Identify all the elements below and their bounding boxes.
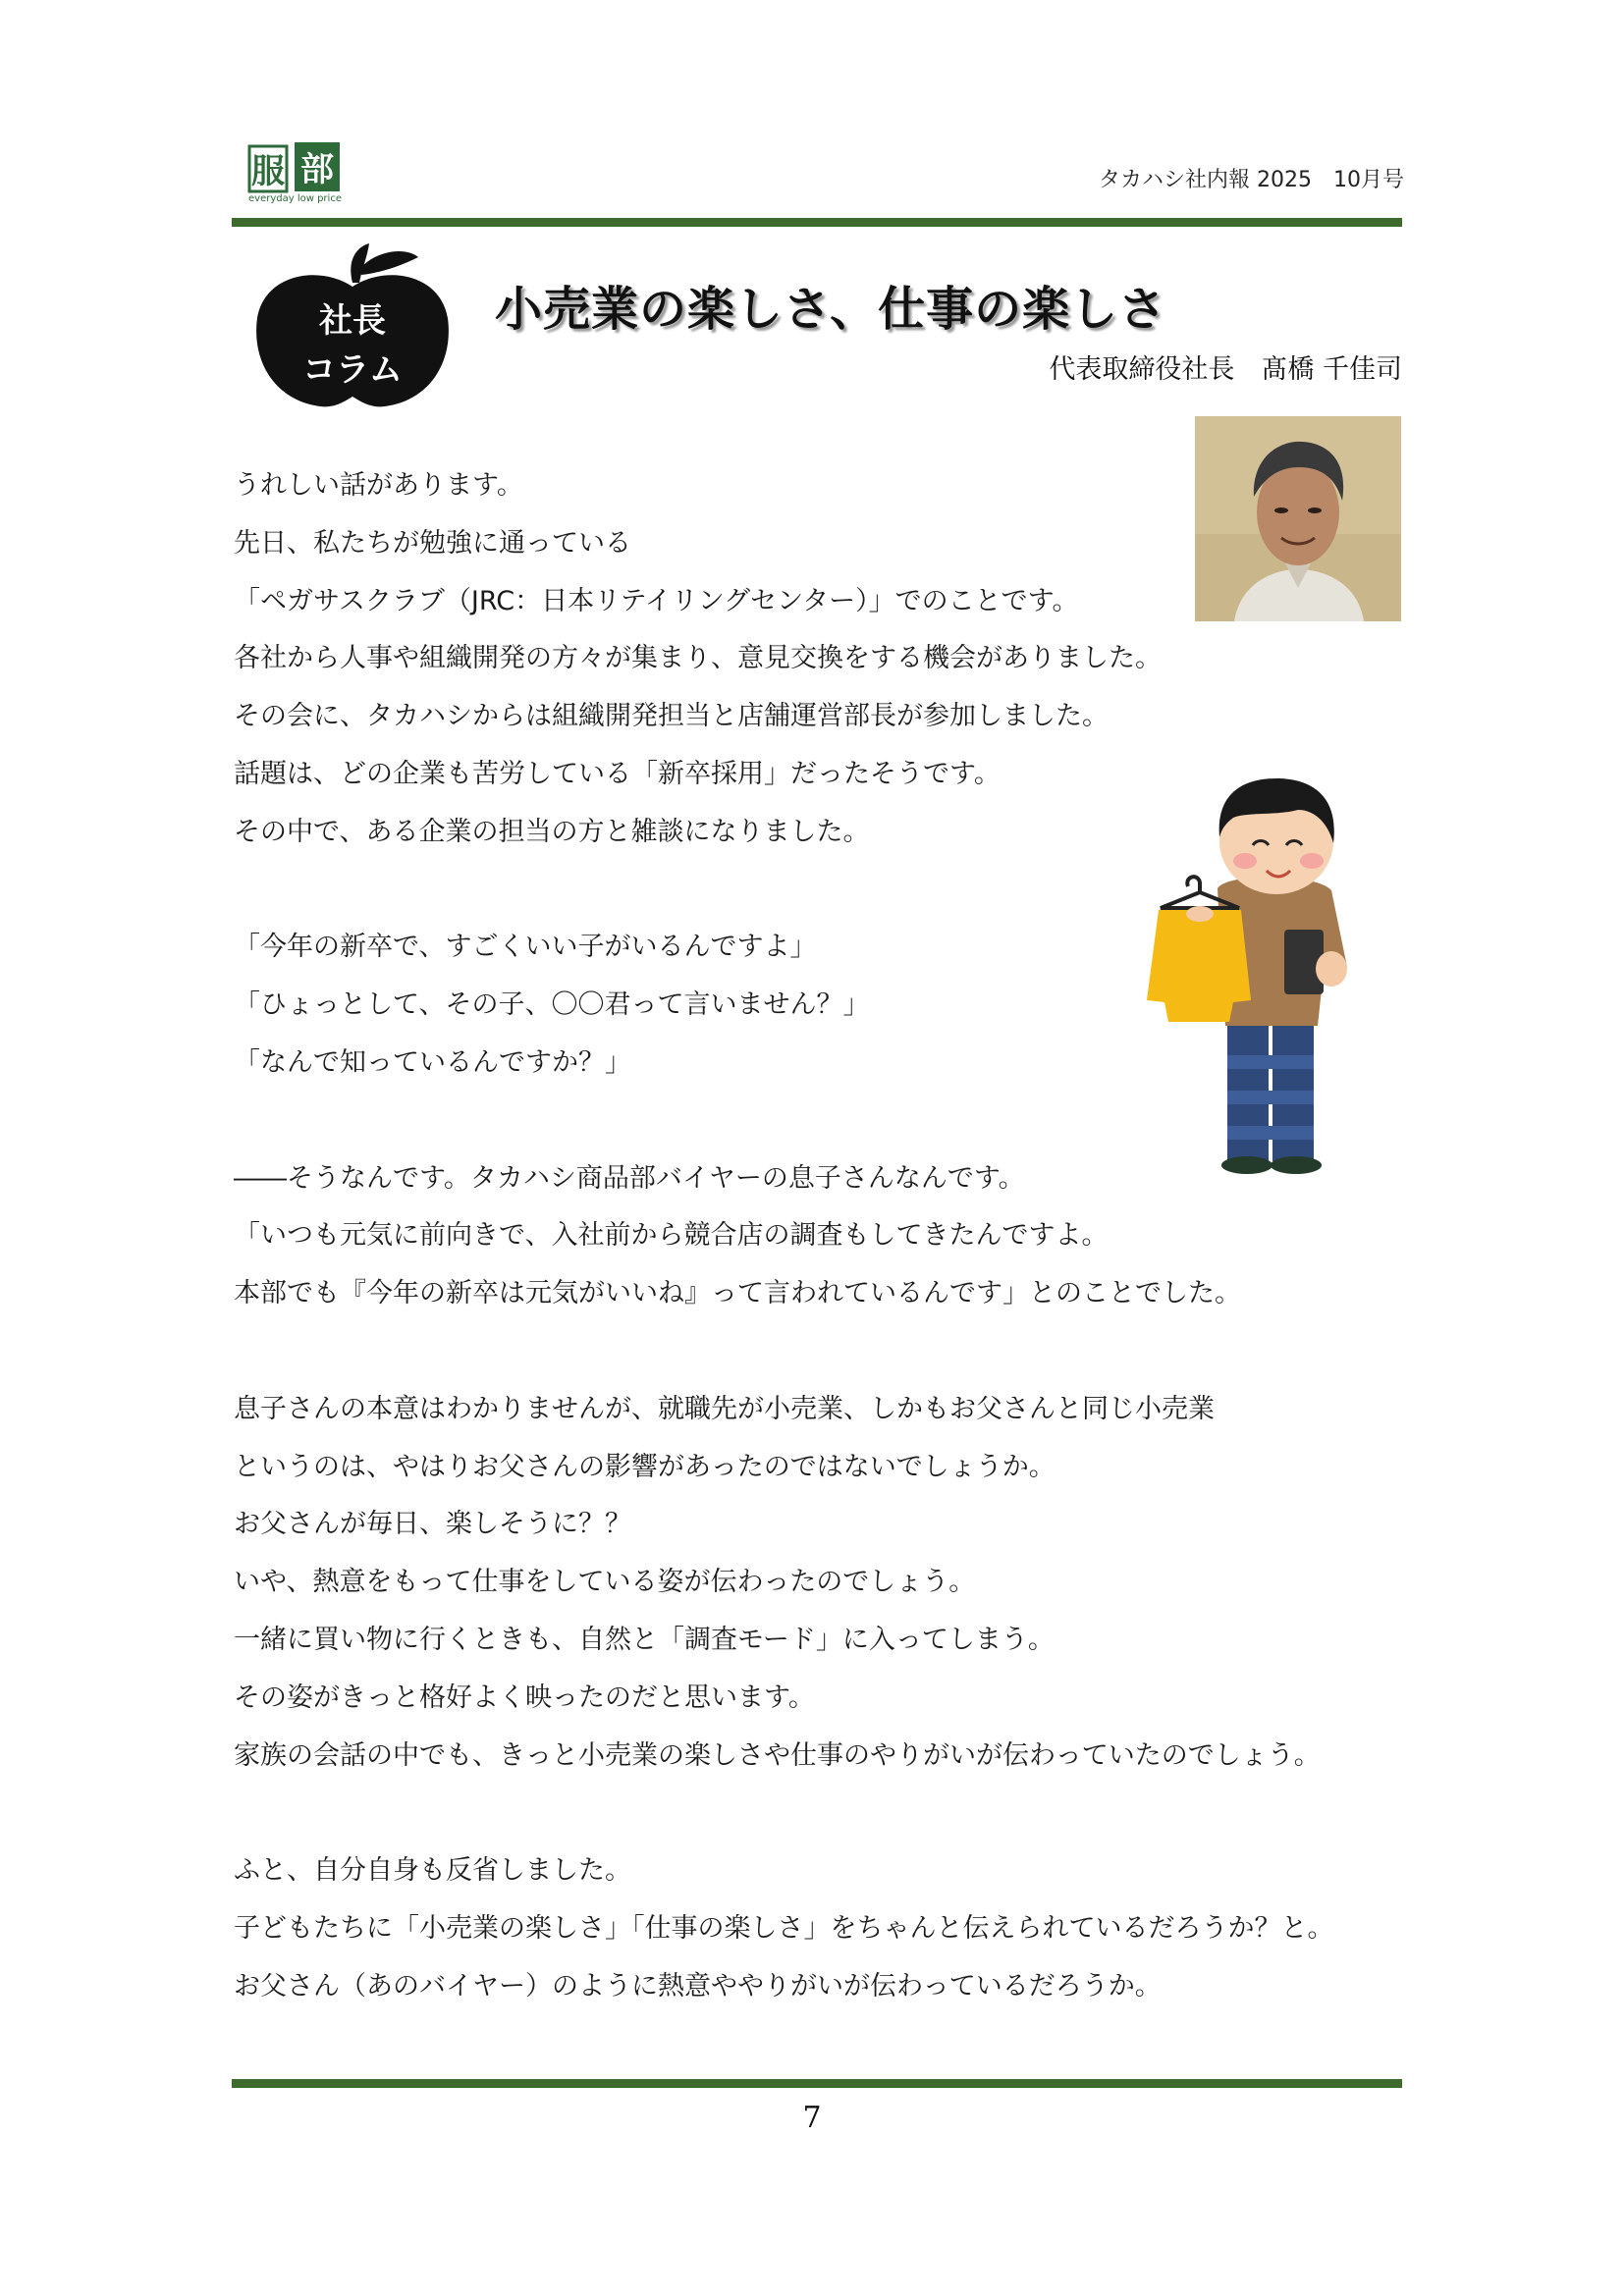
body-paragraph: お父さんが毎日、楽しそうに？？ <box>234 1509 631 1540</box>
blank-line <box>234 1785 1412 1842</box>
body-paragraph: 「ひょっとして、その子、〇〇君って言いません？」 <box>234 989 870 1021</box>
body-paragraph: いや、熱意をもって仕事をしている姿が伝わったのでしょう。 <box>234 1567 976 1598</box>
logo-subtitle: everyday low price <box>248 193 342 204</box>
body-paragraph: 本部でも『今年の新卒は元気がいいね』って言われているんです」とのことでした。 <box>234 1278 1241 1309</box>
body-paragraph: その中で、ある企業の担当の方と雑談になりました。 <box>234 816 870 847</box>
badge-line-1: 社長 <box>319 301 386 341</box>
body-paragraph: ――そうなんです。タカハシ商品部バイヤーの息子さんなんです。 <box>234 1162 1025 1194</box>
body-paragraph: というのは、やはりお父さんの影響があったのではないでしょうか。 <box>234 1451 1056 1482</box>
body-paragraph: 子どもたちに「小売業の楽しさ」「仕事の楽しさ」をちゃんと伝えられているだろうか？と。 <box>234 1912 1334 1944</box>
article-body <box>234 457 1412 2016</box>
body-paragraph: ふと、自分自身も反省しました。 <box>234 1855 631 1887</box>
body-paragraph: 「今年の新卒で、すごくいい子がいるんですよ」 <box>234 932 817 963</box>
newsletter-issue: タカハシ社内報 2025 10月号 <box>1099 168 1404 192</box>
blank-line <box>234 1323 1412 1381</box>
body-paragraph: 「ペガサスクラブ（JRC：日本リテイリングセンター）」でのことです。 <box>234 585 1079 616</box>
body-paragraph: 一緒に買い物に行くときも、自然と「調査モード」に入ってしまう。 <box>234 1624 1055 1655</box>
body-paragraph: 「いつも元気に前向きで、入社前から競合店の調査もしてきたんですよ。 <box>234 1220 1109 1252</box>
body-paragraph: その会に、タカハシからは組織開発担当と店舗運営部長が参加しました。 <box>234 701 1109 732</box>
blank-line <box>234 1093 1412 1150</box>
apple-badge-icon <box>251 243 454 410</box>
body-paragraph: 家族の会話の中でも、きっと小売業の楽しさや仕事のやりがいが伝わっていたのでしょう。 <box>234 1739 1321 1771</box>
header-rule <box>232 218 1402 227</box>
body-paragraph: お父さん（あのバイヤー）のように熱意ややりがいが伝わっているだろうか。 <box>234 1970 1162 2002</box>
body-paragraph: 「なんで知っているんですか？」 <box>234 1046 631 1078</box>
logo-char-2: 部 <box>300 150 334 189</box>
body-paragraph: 先日、私たちが勉強に通っている <box>234 527 631 559</box>
body-paragraph: その姿がきっと格好よく映ったのだと思います。 <box>234 1682 815 1713</box>
badge-line-2: コラム <box>302 350 403 390</box>
page-number: 7 <box>802 2101 822 2135</box>
author-byline: 代表取締役社長 髙橋 千佳司 <box>1049 354 1402 385</box>
body-paragraph: 話題は、どの企業も苦労している「新卒採用」だったそうです。 <box>234 758 1001 789</box>
footer-rule <box>232 2079 1402 2088</box>
body-paragraph: うれしい話があります。 <box>234 470 523 501</box>
article-title: 小売業の楽しさ、仕事の楽しさ <box>495 282 1167 337</box>
logo-char-1: 服 <box>251 152 285 191</box>
blank-line <box>234 862 1412 920</box>
body-paragraph: 息子さんの本意はわかりませんが、就職先が小売業、しかもお父さんと同じ小売業 <box>234 1393 1215 1424</box>
body-paragraph: 各社から人事や組織開発の方々が集まり、意見交換をする機会がありました。 <box>234 643 1162 674</box>
